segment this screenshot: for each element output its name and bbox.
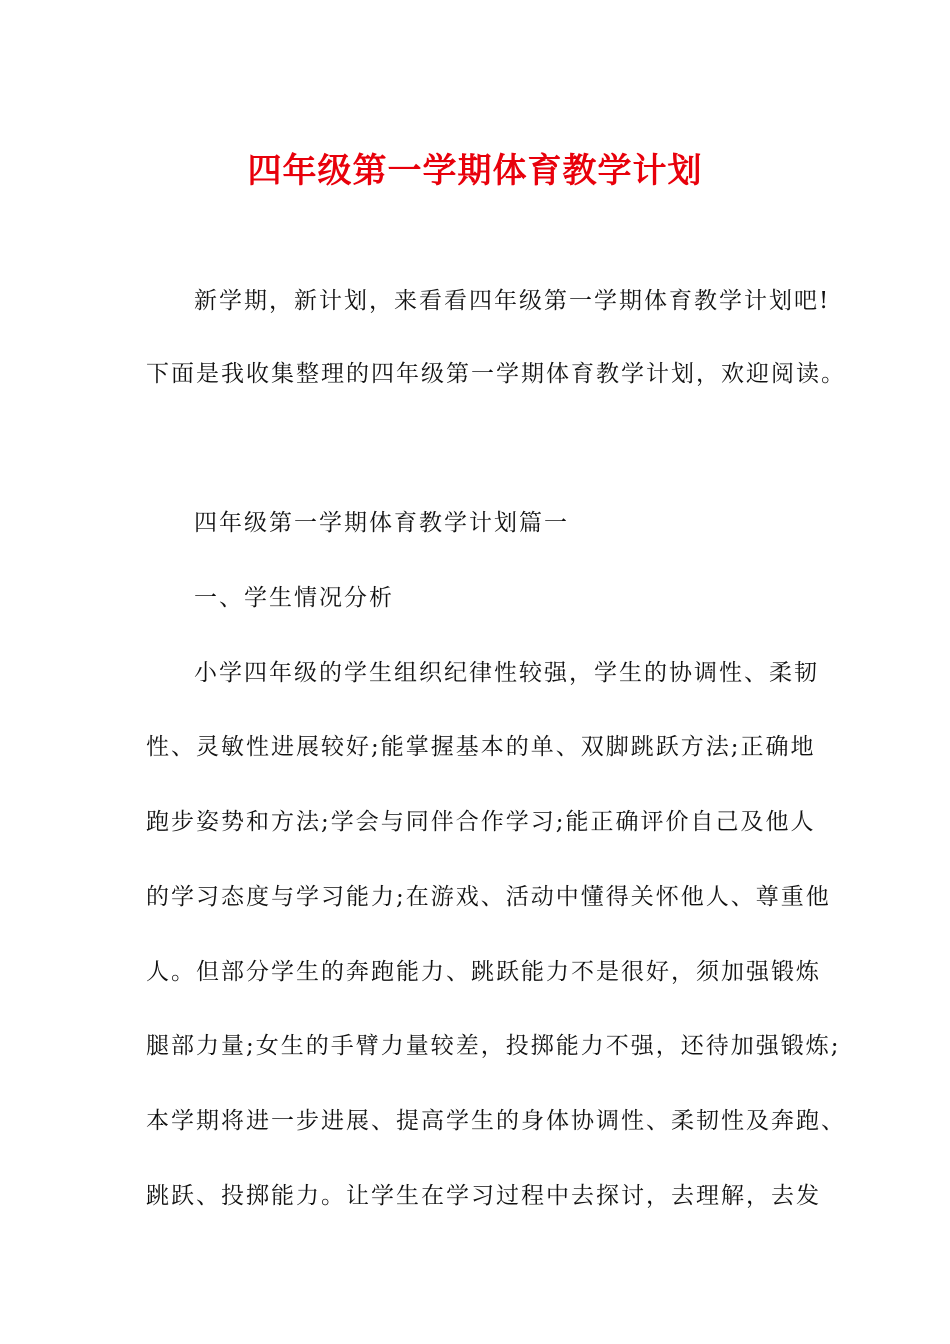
intro-line-2: 下面是我收集整理的四年级第一学期体育教学计划，欢迎阅读。 [146, 361, 846, 387]
paragraph-line-2: 性、灵敏性进展较好;能掌握基本的单、双脚跳跃方法;正确地 [146, 734, 816, 760]
intro-line-1: 新学期，新计划，来看看四年级第一学期体育教学计划吧! [194, 288, 831, 314]
paragraph-line-8: 跳跃、投掷能力。让学生在学习过程中去探讨，去理解，去发 [146, 1183, 821, 1209]
paragraph-line-7: 本学期将进一步进展、提高学生的身体协调性、柔韧性及奔跑、 [146, 1108, 846, 1134]
paragraph-line-4: 的学习态度与学习能力;在游戏、活动中懂得关怀他人、尊重他 [146, 884, 831, 910]
paragraph-line-6: 腿部力量;女生的手臂力量较差，投掷能力不强，还待加强锻炼; [146, 1033, 841, 1059]
section-heading: 四年级第一学期体育教学计划篇一 [194, 510, 569, 536]
paragraph-line-3: 跑步姿势和方法;学会与同伴合作学习;能正确评价自己及他人 [146, 809, 816, 835]
subsection-heading: 一、学生情况分析 [194, 585, 394, 611]
document-title: 四年级第一学期体育教学计划 [247, 151, 703, 191]
paragraph-line-5: 人。但部分学生的奔跑能力、跳跃能力不是很好，须加强锻炼 [146, 959, 821, 985]
paragraph-line-1: 小学四年级的学生组织纪律性较强，学生的协调性、柔韧 [194, 660, 819, 686]
